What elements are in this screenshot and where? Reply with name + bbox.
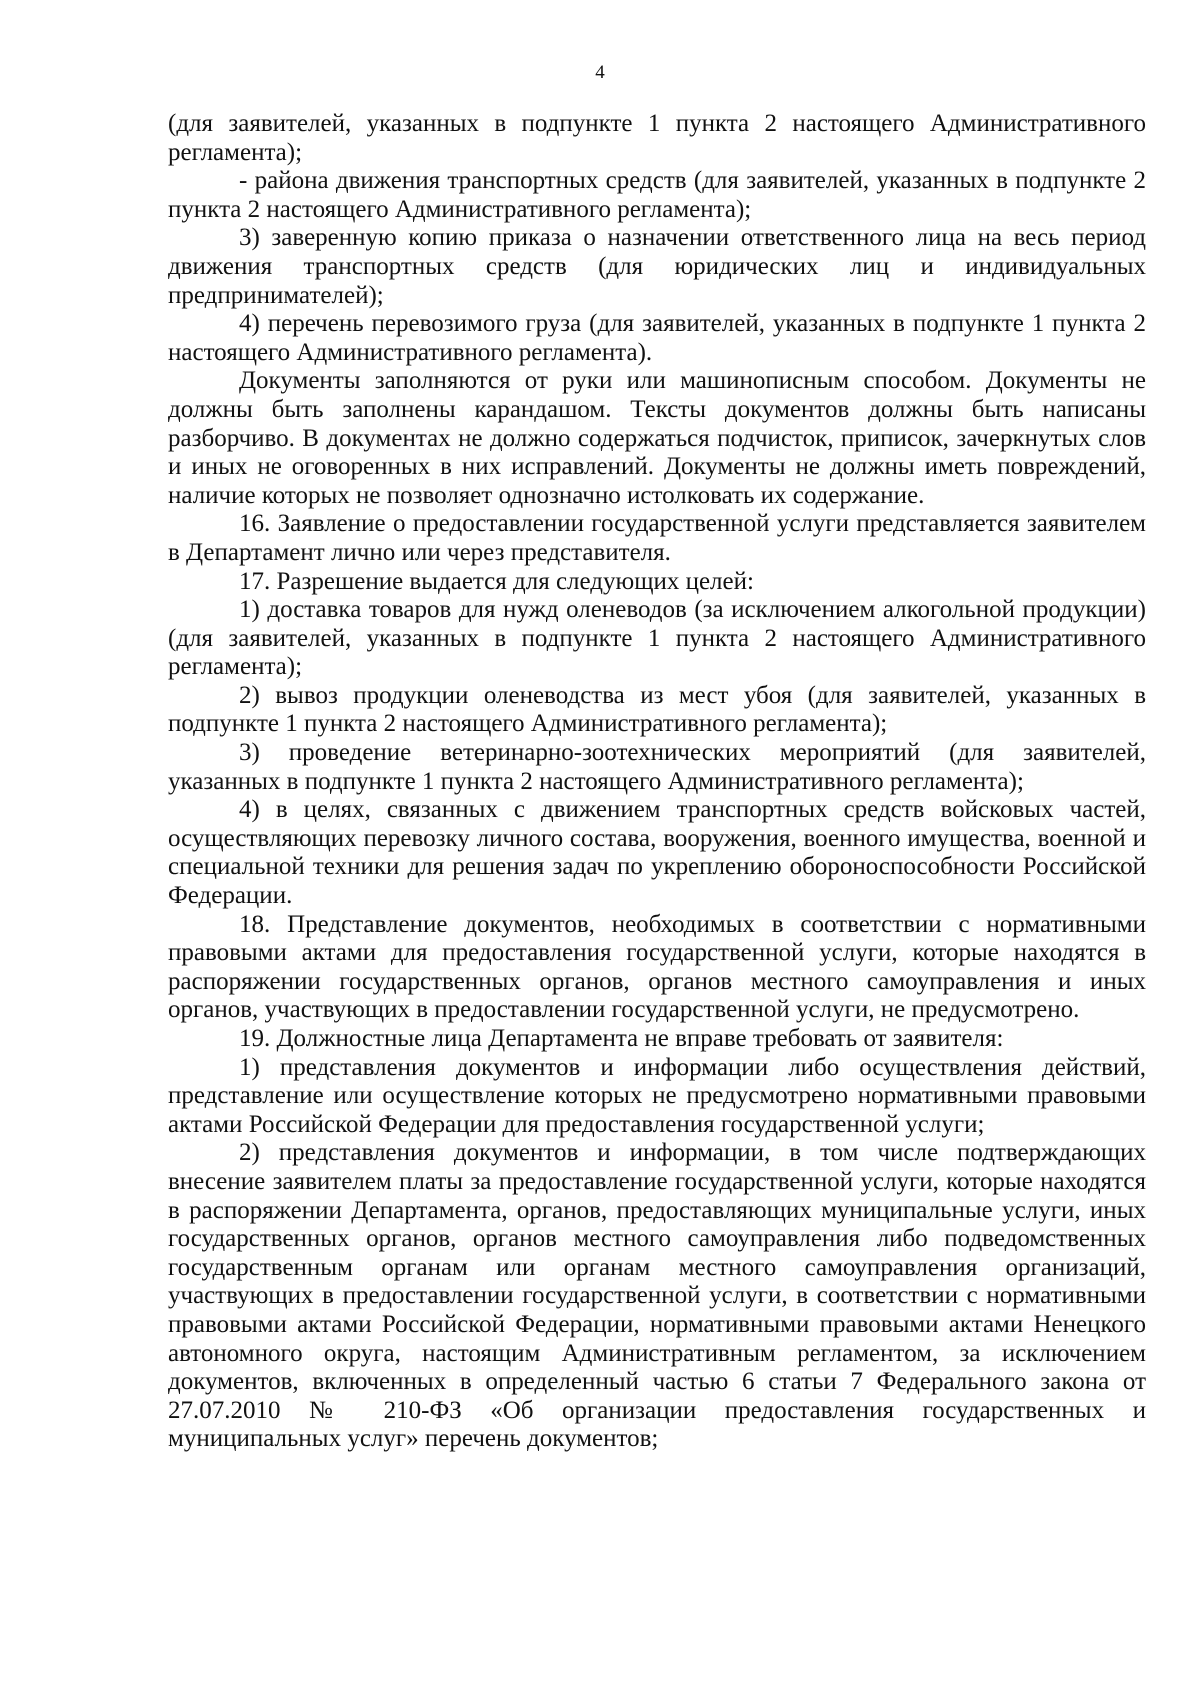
document-body xyxy=(168,110,1146,1454)
paragraph-clause-19-item-1: 1) представления документов и информации либо осуществления действий, представление или осуществление которых не предусмотрено нормативными правовыми актами Российской Федерации для предоставления государственной услуги; xyxy=(168,1053,1146,1138)
paragraph-clause-19-item-2: 2) представления документов и информации, в том числе подтверждающих внесение заявителем платы за предоставление государственной услуги, которые находятся в распоряжении Департамента, органов, предоставляющих муниципальные услуги, иных государственных органов, органов местного самоуправления либо подведомственных государственным органам или органам местного самоуправления организаций, участвующих в предоставлении государственной услуги, в соответствии с нормативными правовыми актами Российской Федерации, нормативными правовыми актами Ненецкого автономного округа, настоящим Административным регламентом, за исключением документов, включенных в определенный частью 6 статьи 7 Федерального закона от 27.07.2010 № 210-ФЗ «Об организации предоставления государственных и муниципальных услуг» перечень документов; xyxy=(168,1139,1146,1453)
paragraph-clause-17-item-4: 4) в целях, связанных с движением транспортных средств войсковых частей, осуществляющих перевозку личного состава, вооружения, военного имущества, военной и специальной техники для решения задач по укреплению обороноспособности Российской Федерации. xyxy=(168,796,1146,910)
paragraph-clause-17-item-1: 1) доставка товаров для нужд оленеводов (за исключением алкогольной продукции) (для заявителей, указанных в подпункте 1 пункта 2 настоящего Административного регламента); xyxy=(168,596,1146,681)
paragraph-item-3: 3) заверенную копию приказа о назначении ответственного лица на весь период движения транспортных средств (для юридических лиц и индивидуальных предпринимателей); xyxy=(168,224,1146,309)
paragraph-clause-19: 19. Должностные лица Департамента не вправе требовать от заявителя: xyxy=(239,1025,1004,1052)
paragraph-clause-16: 16. Заявление о предоставлении государственной услуги представляется заявителем в Департамент лично или через представителя. xyxy=(168,510,1146,566)
paragraph-clause-18: 18. Представление документов, необходимых в соответствии с нормативными правовыми актами для предоставления государственной услуги, которые находятся в распоряжении государственных органов, органов местного самоуправления и иных органов, участвующих в предоставлении государственной услуги, не предусмотрено. xyxy=(168,910,1146,1024)
paragraph-clause-17-item-3: 3) проведение ветеринарно-зоотехнических мероприятий (для заявителей, указанных в подпункте 1 пункта 2 настоящего Административного регламента); xyxy=(168,739,1146,795)
paragraph-item-4: 4) перечень перевозимого груза (для заявителей, указанных в подпункте 1 пункта 2 настоящего Административного регламента). xyxy=(168,310,1146,366)
paragraph-continuation: (для заявителей, указанных в подпункте 1 пункта 2 настоящего Административного регламента); xyxy=(168,110,1146,166)
paragraph-clause-17-item-2: 2) вывоз продукции оленеводства из мест убоя (для заявителей, указанных в подпункте 1 пункта 2 настоящего Административного регламента); xyxy=(168,681,1146,738)
paragraph-clause-17: 17. Разрешение выдается для следующих целей: xyxy=(239,567,754,595)
page-number: 4 xyxy=(595,62,605,83)
paragraph-documents-rules: Документы заполняются от руки или машинописным способом. Документы не должны быть заполнены карандашом. Тексты документов должны быть написаны разборчиво. В документах не должно содержаться подчисток, приписок, зачеркнутых слов и иных не оговоренных в них исправлений. Документы не должны иметь повреждений, наличие которых не позволяет однозначно истолковать их содержание. xyxy=(168,367,1146,509)
paragraph-item-district: - района движения транспортных средств (для заявителей, указанных в подпункте 2 пункта 2 настоящего Административного регламента); xyxy=(168,167,1146,223)
